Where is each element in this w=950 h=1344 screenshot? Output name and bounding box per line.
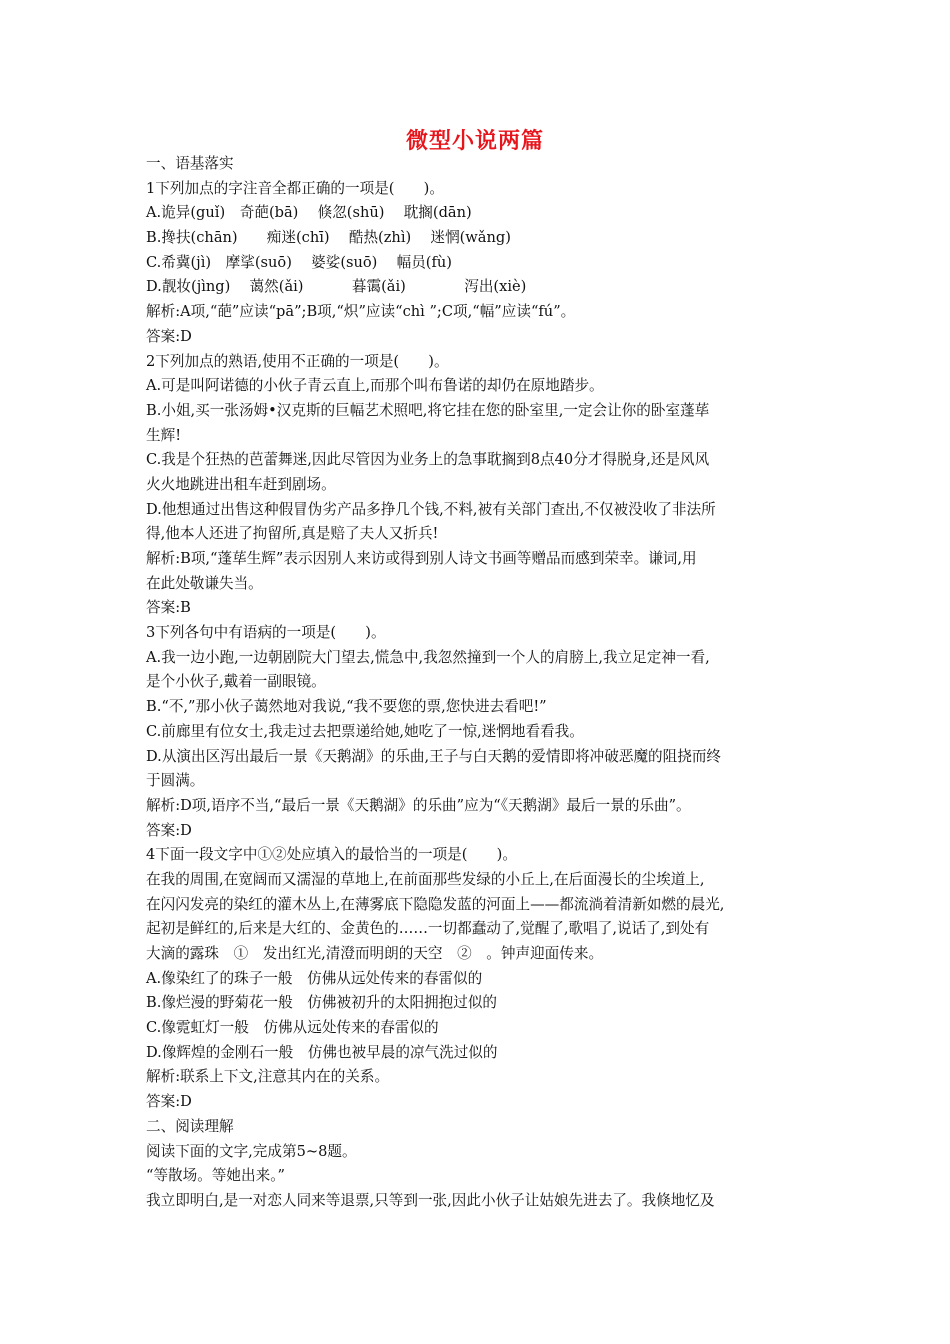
text-line: 答案:D — [146, 1093, 192, 1111]
text-line: 生辉! — [146, 426, 182, 444]
text-line: A.可是叫阿诺德的小伙子青云直上,而那个叫布鲁诺的却仍在原地踏步。 — [146, 377, 604, 395]
text-line: “等散场。等她出来。” — [146, 1167, 285, 1185]
text-line: 一、语基落实 — [146, 155, 234, 172]
text-line: D.像辉煌的金刚石一般 仿佛也被早晨的凉气洗过似的 — [146, 1043, 498, 1061]
text-line: 在此处敬谦失当。 — [146, 574, 263, 592]
text-line: 在闪闪发亮的染红的灌木丛上,在薄雾底下隐隐发蓝的河面上——都流淌着清新如燃的晨光, — [146, 895, 725, 913]
text-line: 二、阅读理解 — [146, 1117, 234, 1135]
text-line: C.我是个狂热的芭蕾舞迷,因此尽管因为业务上的急事耽搁到8点40分才得脱身,还是风风 — [146, 451, 710, 469]
text-line: C.像霓虹灯一般 仿佛从远处传来的春雷似的 — [146, 1019, 439, 1037]
text-line: A.像染红了的珠子一般 仿佛从远处传来的春雷似的 — [146, 969, 483, 987]
text-line: 于圆满。 — [146, 772, 205, 790]
text-line: A.诡异(guǐ) 奇葩(bā) 倏忽(shū) 耽搁(dān) — [146, 204, 472, 222]
document-body — [146, 152, 816, 1214]
text-line: 解析:D项,语序不当,“最后一景《天鹅湖》的乐曲”应为“《天鹅湖》最后一景的乐曲”。 — [146, 796, 691, 814]
text-line: 火火地跳进出租车赶到剧场。 — [146, 475, 336, 493]
text-line: 在我的周围,在宽阔而又濡湿的草地上,在前面那些发绿的小丘上,在后面漫长的尘埃道上, — [146, 870, 705, 888]
text-line: 阅读下面的文字,完成第5~8题。 — [146, 1142, 357, 1160]
text-line: B.“不,”那小伙子蔼然地对我说,“我不要您的票,您快进去看吧!” — [146, 698, 547, 716]
text-line: 3下列各句中有语病的一项是( )。 — [146, 624, 386, 642]
text-line: D.靓妆(jìng) 蔼然(ǎi) 暮霭(ǎi) 泻出(xiè) — [146, 278, 527, 296]
text-line: 答案:D — [146, 327, 192, 345]
text-line: 起初是鲜红的,后来是大红的、金黄色的……一切都蠢动了,觉醒了,歌唱了,说话了,到处有 — [146, 920, 710, 938]
text-line: 1下列加点的字注音全都正确的一项是( )。 — [146, 179, 444, 197]
text-line: 得,他本人还进了拘留所,真是赔了夫人又折兵! — [146, 525, 439, 543]
page-title: 微型小说两篇 — [405, 129, 544, 154]
text-line: C.前廊里有位女士,我走过去把票递给她,她吃了一惊,迷惘地看看我。 — [146, 722, 584, 740]
text-line: 解析:A项,“葩”应读“pā”;B项,“炽”应读“chì ”;C项,“幅”应读“fú”。 — [146, 303, 576, 321]
text-line: A.我一边小跑,一边朝剧院大门望去,慌急中,我忽然撞到一个人的肩膀上,我立足定神一看, — [146, 648, 710, 666]
text-line: 大滴的露珠 ① 发出红光,清澄而明朗的天空 ② 。钟声迎面传来。 — [146, 945, 604, 962]
text-line: D.从演出区泻出最后一景《天鹅湖》的乐曲,王子与白天鹅的爱情即将冲破恶魔的阻挠而终 — [146, 747, 722, 765]
text-line: 我立即明白,是一对恋人同来等退票,只等到一张,因此小伙子让姑娘先进去了。我倏地忆及 — [146, 1191, 715, 1209]
text-line: 4下面一段文字中①②处应填入的最恰当的一项是( )。 — [146, 846, 517, 864]
text-line: B.像烂漫的野菊花一般 仿佛被初升的太阳拥抱过似的 — [146, 994, 498, 1012]
text-line: 解析:联系上下文,注意其内在的关系。 — [146, 1068, 390, 1086]
text-line: B.搀扶(chān) 痴迷(chī) 酷热(zhì) 迷惘(wǎng) — [146, 229, 511, 247]
text-line: C.希冀(jì) 摩挲(suō) 婆娑(suō) 幅员(fù) — [146, 253, 452, 271]
text-line: 2下列加点的熟语,使用不正确的一项是( )。 — [146, 352, 449, 370]
text-line: 解析:B项,“蓬荜生辉”表示因别人来访或得到别人诗文书画等赠品而感到荣幸。谦词,用 — [146, 550, 697, 567]
text-line: 是个小伙子,戴着一副眼镜。 — [146, 673, 326, 691]
text-line: B.小姐,买一张汤姆•汉克斯的巨幅艺术照吧,将它挂在您的卧室里,一定会让你的卧室蓬荜 — [146, 401, 710, 419]
text-line: D.他想通过出售这种假冒伪劣产品多挣几个钱,不料,被有关部门查出,不仅被没收了非法所 — [146, 500, 716, 518]
text-line: 答案:D — [146, 821, 192, 839]
text-line: 答案:B — [146, 599, 191, 617]
